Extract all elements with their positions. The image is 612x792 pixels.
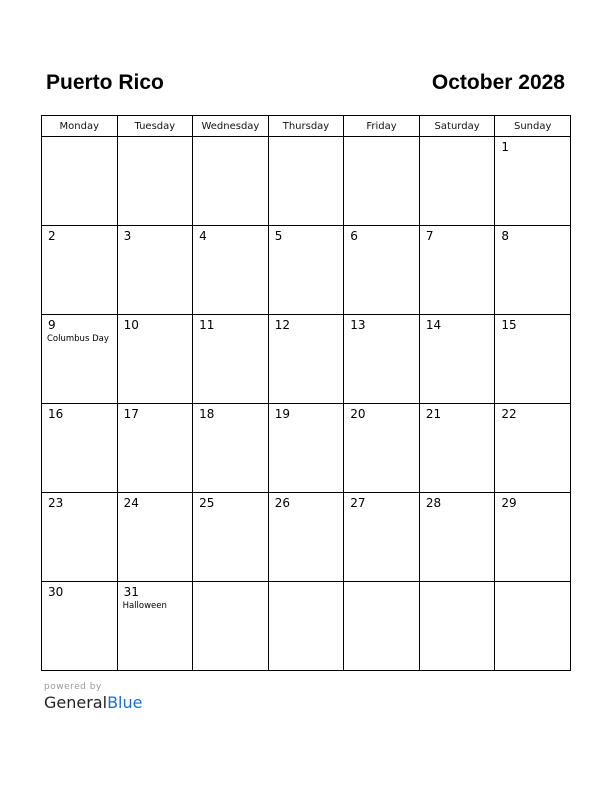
- week-row: [42, 137, 571, 226]
- day-number: 14: [425, 318, 442, 332]
- weekday-saturday: Saturday: [419, 116, 495, 137]
- day-cell: [42, 582, 118, 671]
- day-cell: [419, 226, 495, 315]
- day-number: 25: [199, 496, 215, 510]
- day-cell: [344, 315, 420, 404]
- weekday-sunday: Sunday: [495, 116, 571, 137]
- day-cell: [117, 226, 193, 315]
- day-cell: [42, 137, 118, 226]
- day-number: 1: [501, 140, 510, 154]
- week-row: [42, 582, 571, 671]
- day-number: 12: [274, 318, 290, 332]
- day-number: 11: [199, 318, 215, 332]
- day-number: 21: [425, 407, 442, 421]
- weekday-thursday: Thursday: [268, 116, 344, 137]
- powered-by-text: powered by: [44, 682, 102, 692]
- day-number: 2: [48, 229, 56, 243]
- day-cell: [419, 315, 495, 404]
- day-number: 16: [48, 407, 64, 421]
- day-number: 30: [48, 585, 64, 599]
- day-number: 19: [274, 407, 290, 421]
- day-cell: [193, 582, 269, 671]
- day-cell: [495, 582, 571, 671]
- weekday-monday: Monday: [42, 116, 118, 137]
- day-cell: [268, 582, 344, 671]
- day-cell: [117, 404, 193, 493]
- week-row: [42, 226, 571, 315]
- country-title: Puerto Rico: [46, 71, 164, 94]
- day-cell: [117, 137, 193, 226]
- month-year-title: October 2028: [431, 71, 565, 94]
- day-cell: [419, 404, 495, 493]
- week-row: [42, 493, 571, 582]
- day-number: 8: [501, 229, 510, 243]
- day-cell: [495, 315, 571, 404]
- day-number: 4: [199, 229, 207, 243]
- day-number: 3: [123, 229, 132, 243]
- day-number: 22: [501, 407, 517, 421]
- day-number: 10: [123, 318, 139, 332]
- weekday-friday: Friday: [344, 116, 420, 137]
- day-cell: [419, 582, 495, 671]
- brand-blue-text: Blue: [107, 693, 143, 712]
- day-cell: [268, 226, 344, 315]
- day-cell: [268, 137, 344, 226]
- day-cell: [42, 226, 118, 315]
- day-cell: [117, 582, 193, 671]
- week-row: [42, 315, 571, 404]
- day-cell: [268, 315, 344, 404]
- day-number: 18: [199, 407, 215, 421]
- footer: [44, 682, 142, 712]
- day-cell: [344, 582, 420, 671]
- day-cell: [193, 404, 269, 493]
- brand-logo: [44, 693, 142, 712]
- day-cell: [117, 315, 193, 404]
- day-number: 17: [123, 407, 139, 421]
- day-number: 28: [425, 496, 442, 510]
- calendar-body: [42, 137, 571, 671]
- day-cell: [193, 493, 269, 582]
- day-cell: [42, 315, 118, 404]
- day-cell: [268, 404, 344, 493]
- day-number: 20: [350, 407, 366, 421]
- day-cell: [117, 493, 193, 582]
- day-number: 9: [48, 318, 56, 332]
- day-number: 29: [501, 496, 517, 510]
- day-cell: [419, 137, 495, 226]
- calendar-grid: [41, 115, 571, 671]
- day-cell: [495, 493, 571, 582]
- day-number: 5: [274, 229, 283, 243]
- day-number: 13: [350, 318, 366, 332]
- weekday-header-row: [42, 116, 571, 137]
- weekday-tuesday: Tuesday: [117, 116, 193, 137]
- weekday-wednesday: Wednesday: [193, 116, 269, 137]
- day-number: 24: [123, 496, 139, 510]
- day-cell: [42, 493, 118, 582]
- day-number: 27: [350, 496, 366, 510]
- day-cell: [344, 493, 420, 582]
- brand-general-text: General: [44, 693, 108, 712]
- day-number: 6: [350, 229, 358, 243]
- day-cell: [344, 226, 420, 315]
- day-cell: [193, 315, 269, 404]
- holiday-label: Halloween: [122, 601, 167, 611]
- day-cell: [42, 404, 118, 493]
- day-cell: [268, 493, 344, 582]
- day-cell: [193, 137, 269, 226]
- day-number: 26: [274, 496, 290, 510]
- day-number: 23: [48, 496, 64, 510]
- day-cell: [495, 226, 571, 315]
- day-number: 7: [425, 229, 434, 243]
- day-cell: [495, 404, 571, 493]
- day-cell: [344, 137, 420, 226]
- day-number: 31: [123, 585, 139, 599]
- day-cell: [193, 226, 269, 315]
- week-row: [42, 404, 571, 493]
- day-cell: [344, 404, 420, 493]
- day-cell: [495, 137, 571, 226]
- day-cell: [419, 493, 495, 582]
- day-number: 15: [501, 318, 517, 332]
- holiday-label: Columbus Day: [47, 334, 109, 344]
